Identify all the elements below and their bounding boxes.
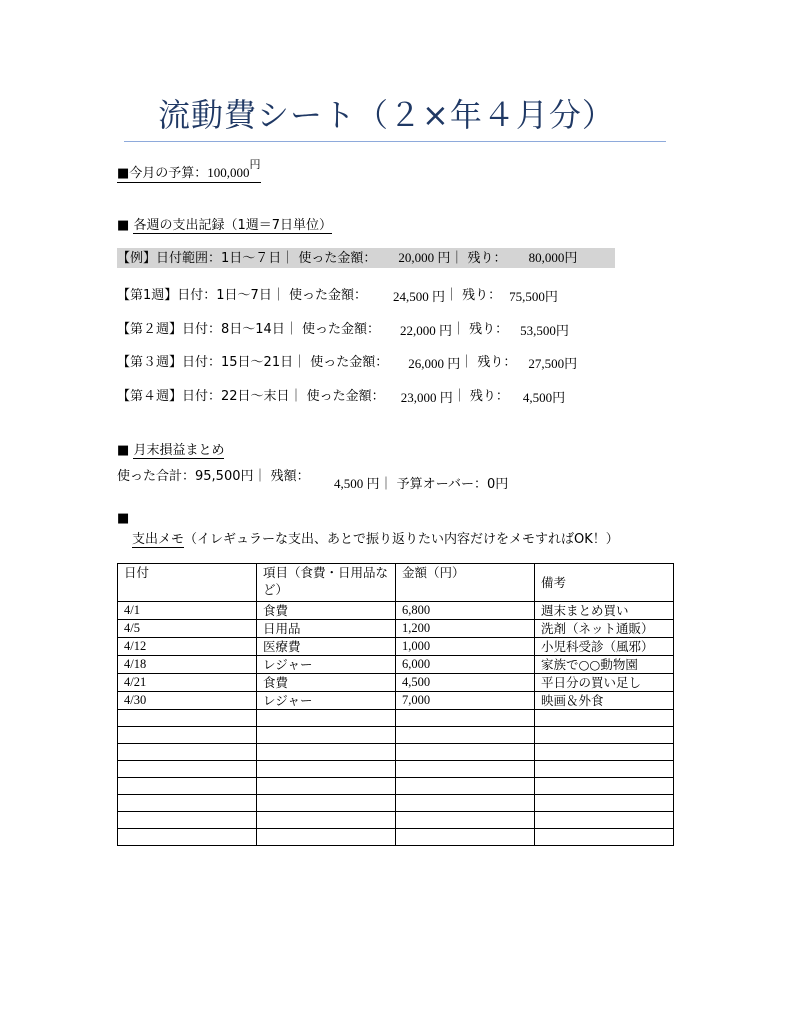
cell-date: 4/12 <box>118 638 257 656</box>
table-row-empty <box>118 744 674 761</box>
cell-amount: 4,500 <box>396 674 535 692</box>
cell-item: 食費 <box>257 674 396 692</box>
monthly-heading-text: 月末損益まとめ <box>133 443 225 458</box>
weekly-row-1 <box>117 284 558 303</box>
table-row <box>118 692 674 710</box>
table-row-empty <box>118 812 674 829</box>
table-row <box>118 602 674 620</box>
cell-date: 4/21 <box>118 674 257 692</box>
cell-date: 4/18 <box>118 656 257 674</box>
weekly-row-example <box>117 248 615 268</box>
cell-note: 家族で○○動物園 <box>535 656 674 674</box>
memo-heading <box>132 528 619 547</box>
weekly-heading-text: 各週の支出記録（1週＝7日単位） <box>133 218 332 233</box>
row-remain: 80,000円 <box>528 250 578 265</box>
cell-note: 小児科受診（風邪） <box>535 638 674 656</box>
table-row-empty <box>118 778 674 795</box>
cell-note: 平日分の買い足し <box>535 674 674 692</box>
weekly-row-2 <box>117 318 569 337</box>
header-note: 備考 <box>535 564 674 602</box>
weekly-row-4 <box>117 385 565 404</box>
row-remain: 4,500円 <box>522 390 566 405</box>
budget-label: ■今月の予算： <box>117 166 208 181</box>
cell-item: 日用品 <box>257 620 396 638</box>
row-sep: ｜ 残り： <box>450 251 507 266</box>
monthly-line-1: 使った合計：95,500円｜ 残額： <box>117 469 310 484</box>
row-label: 【例】日付範囲：1日～７日｜ 使った金額： <box>117 251 377 266</box>
cell-amount: 6,000 <box>396 656 535 674</box>
table-row <box>118 620 674 638</box>
table-row-empty <box>118 761 674 778</box>
cell-date: 4/1 <box>118 602 257 620</box>
table-row-empty <box>118 795 674 812</box>
monthly-line-2 <box>334 473 508 492</box>
monthly-remaining: 4,500 円 <box>334 476 380 491</box>
budget-unit: 円 <box>249 158 261 171</box>
weekly-heading-mark: ■ <box>117 218 130 233</box>
table-row-empty <box>118 710 674 727</box>
monthly-heading-mark: ■ <box>117 443 130 458</box>
cell-note: 洗剤（ネット通販） <box>535 620 674 638</box>
cell-item: レジャー <box>257 656 396 674</box>
header-date: 日付 <box>118 564 257 602</box>
weekly-row-3 <box>117 351 577 370</box>
row-remain: 75,500円 <box>509 289 558 304</box>
row-sep: ｜ 残り： <box>444 288 502 303</box>
row-label: 【第1週】日付：1日～7日｜ 使った金額： <box>117 288 367 303</box>
table-row <box>118 638 674 656</box>
table-row <box>118 674 674 692</box>
table-row-empty <box>118 727 674 744</box>
header-amount: 金額（円） <box>396 564 535 602</box>
cell-note: 映画＆外食 <box>535 692 674 710</box>
cell-item: 医療費 <box>257 638 396 656</box>
cell-note: 週末まとめ買い <box>535 602 674 620</box>
cell-item: 食費 <box>257 602 396 620</box>
row-spent: 23,000 円 <box>400 390 453 405</box>
row-sep: ｜ 残り： <box>452 389 509 404</box>
budget-value: 100,000 <box>207 165 250 180</box>
cell-amount: 6,800 <box>396 602 535 620</box>
row-label: 【第２週】日付：8日～14日｜ 使った金額： <box>117 322 380 337</box>
table-row <box>118 656 674 674</box>
cell-amount: 1,200 <box>396 620 535 638</box>
row-sep: ｜ 残り： <box>451 322 509 337</box>
cell-date: 4/5 <box>118 620 257 638</box>
title-divider <box>124 141 666 142</box>
monthly-overrun: ｜ 予算オーバー：0円 <box>379 477 509 492</box>
weekly-heading <box>117 214 332 233</box>
table-row-empty <box>118 829 674 846</box>
row-spent: 22,000 円 <box>399 323 452 338</box>
row-sep: ｜ 残り： <box>460 355 517 370</box>
page-title: 流動費シート（２×年４月分） <box>158 96 615 134</box>
row-spent: 24,500 円 <box>392 289 445 304</box>
table-header-row <box>118 564 674 602</box>
memo-heading-note: （イレギュラーな支出、あとで振り返りたい内容だけをメモすればOK！） <box>184 532 619 547</box>
header-item: 項目（食費・日用品など） <box>257 564 396 602</box>
cell-item: レジャー <box>257 692 396 710</box>
memo-heading-mark: ■ <box>117 511 130 526</box>
row-spent: 20,000 円 <box>398 250 451 265</box>
budget-line <box>117 158 261 183</box>
row-label: 【第４週】日付：22日～末日｜ 使った金額： <box>117 389 385 404</box>
monthly-heading <box>117 439 224 458</box>
memo-heading-text: 支出メモ <box>132 532 185 547</box>
cell-date: 4/30 <box>118 692 257 710</box>
row-spent: 26,000 円 <box>408 356 461 371</box>
memo-table <box>117 563 674 846</box>
row-remain: 53,500円 <box>520 323 569 338</box>
row-remain: 27,500円 <box>528 356 578 371</box>
cell-amount: 7,000 <box>396 692 535 710</box>
cell-amount: 1,000 <box>396 638 535 656</box>
row-label: 【第３週】日付：15日～21日｜ 使った金額： <box>117 355 389 370</box>
